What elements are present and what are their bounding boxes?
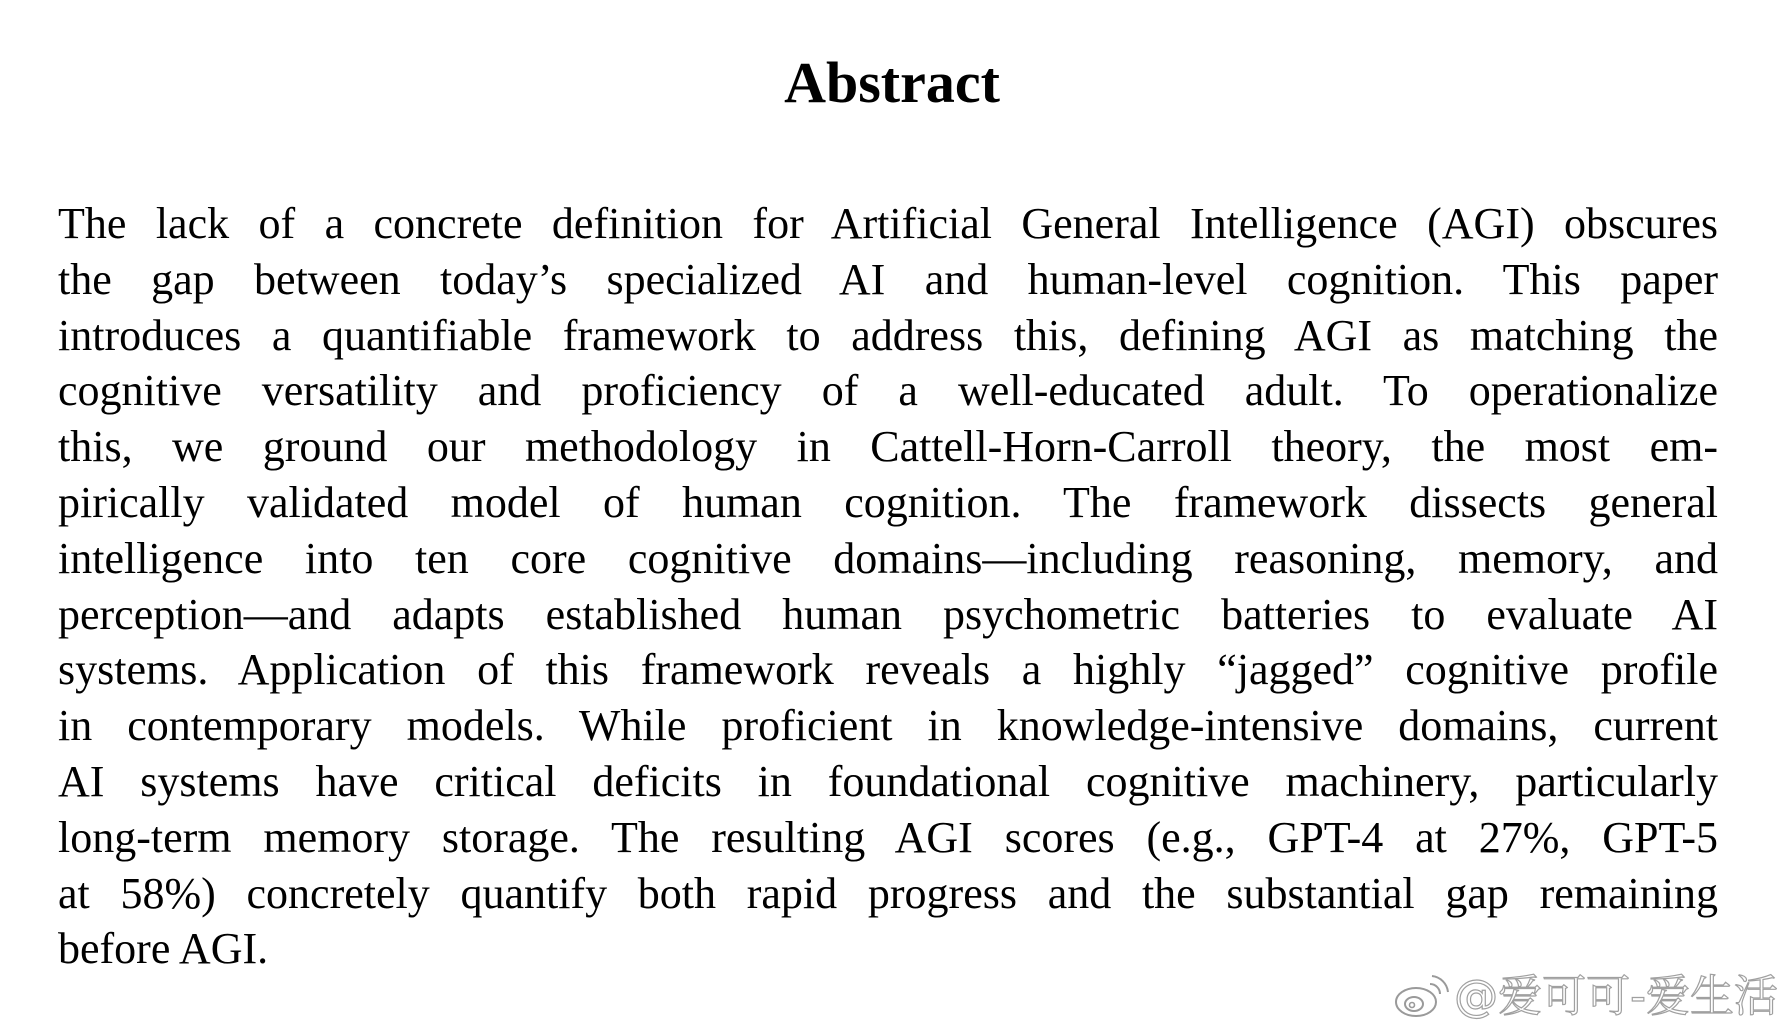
abstract-heading: Abstract <box>784 50 1000 115</box>
abstract-line: perception—and adapts established human psychometric batteries to evaluate AI <box>58 589 1718 639</box>
watermark <box>1390 972 1778 1022</box>
abstract-paragraph <box>58 196 1718 977</box>
abstract-line: this, we ground our methodology in Cattell-Horn-Carroll theory, the most em- <box>58 422 1718 472</box>
abstract-line: at 58%) concretely quantify both rapid progress and the substantial gap remaining <box>58 868 1718 918</box>
abstract-line: AI systems have critical deficits in foundational cognitive machinery, particularly <box>58 756 1718 806</box>
abstract-line: intelligence into ten core cognitive domains—including reasoning, memory, and <box>58 533 1718 583</box>
abstract-line: in contemporary models. While proficient in knowledge-intensive domains, current <box>58 701 1718 751</box>
abstract-line: before AGI. <box>58 924 269 974</box>
abstract-line: systems. Application of this framework reveals a highly “jagged” cognitive profile <box>58 645 1718 695</box>
abstract-line: The lack of a concrete definition for Artificial General Intelligence (AGI) obscures <box>58 199 1718 248</box>
abstract-line: cognitive versatility and proficiency of a well-educated adult. To operationalize <box>58 366 1718 416</box>
abstract-line: introduces a quantifiable framework to address this, defining AGI as matching the <box>58 310 1718 360</box>
weibo-logo-icon <box>1390 972 1450 1022</box>
watermark-text: @爱可可-爱生活 <box>1454 971 1778 1022</box>
abstract-line: pirically validated model of human cognition. The framework dissects general <box>58 477 1718 527</box>
abstract-line: the gap between today’s specialized AI and human-level cognition. This paper <box>58 254 1718 304</box>
abstract-line: long-term memory storage. The resulting AGI scores (e.g., GPT-4 at 27%, GPT-5 <box>58 812 1718 862</box>
